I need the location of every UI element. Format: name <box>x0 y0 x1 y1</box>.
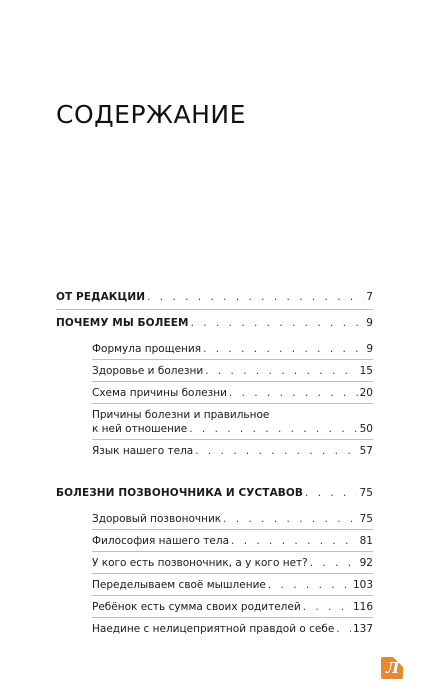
toc-entry[interactable] <box>92 422 373 436</box>
toc-page-number: 81 <box>359 535 373 547</box>
divider <box>92 529 373 530</box>
toc-page-number: 137 <box>352 623 373 635</box>
toc-page-number: 75 <box>359 487 373 499</box>
toc-page-number: 75 <box>359 513 373 525</box>
toc-leader-dots <box>231 534 358 548</box>
toc-leader-dots <box>223 512 357 526</box>
toc-section-label: БОЛЕЗНИ ПОЗВОНОЧНИКА И СУСТАВОВ <box>56 487 304 499</box>
toc-leader-dots <box>303 600 351 614</box>
toc-entry-label: к ней отношение <box>92 423 188 435</box>
toc-leader-dots <box>305 486 357 500</box>
divider <box>92 439 373 440</box>
toc-entry-label: Переделываем своё мышление <box>92 579 266 591</box>
toc-page-number: 57 <box>359 445 373 457</box>
toc-leader-dots <box>189 422 357 436</box>
toc-section-label: ОТ РЕДАКЦИИ <box>56 291 146 303</box>
divider <box>92 381 373 382</box>
divider <box>92 551 373 552</box>
toc-leader-dots <box>205 364 357 378</box>
toc-section-editorial[interactable] <box>56 290 373 304</box>
toc-page-number: 9 <box>366 343 373 355</box>
toc-section-spine-and-joints[interactable] <box>56 486 373 500</box>
toc-page-number: 50 <box>359 423 373 435</box>
toc-leader-dots <box>191 316 365 330</box>
toc-page-number: 103 <box>352 579 373 591</box>
toc-entry-label: У кого есть позвоночник, а у кого нет? <box>92 557 308 569</box>
toc-page-number: 92 <box>359 557 373 569</box>
toc-entry-label: Философия нашего тела <box>92 535 230 547</box>
toc-page-number: 15 <box>359 365 373 377</box>
toc-page-number: 9 <box>366 317 373 329</box>
toc-leader-dots <box>203 342 364 356</box>
toc-entry[interactable] <box>92 342 373 356</box>
toc-entry-label: Схема причины болезни <box>92 387 227 399</box>
page-heading: СОДЕРЖАНИЕ <box>56 100 246 129</box>
toc-entry[interactable] <box>92 622 373 636</box>
toc-entry-label: Ребёнок есть сумма своих родителей <box>92 601 301 613</box>
toc-entry[interactable] <box>92 386 373 400</box>
toc-entry-label: Здоровый позвоночник <box>92 513 222 525</box>
toc-entry-label: Наедине с нелицеприятной правдой о себе <box>92 623 335 635</box>
divider <box>92 573 373 574</box>
toc-entry[interactable] <box>92 600 373 614</box>
toc-section-why-we-get-sick[interactable] <box>56 316 373 330</box>
publisher-logo-letter: Л <box>386 659 400 677</box>
toc-entry[interactable] <box>92 556 373 570</box>
toc-page-number: 116 <box>352 601 373 613</box>
toc-leader-dots <box>336 622 351 636</box>
divider <box>56 309 373 310</box>
toc-entry-label: Язык нашего тела <box>92 445 194 457</box>
divider <box>92 359 373 360</box>
toc-section-label: ПОЧЕМУ МЫ БОЛЕЕМ <box>56 317 189 329</box>
toc-entry[interactable] <box>92 444 373 458</box>
toc-entry[interactable] <box>92 364 373 378</box>
toc-leader-dots <box>229 386 358 400</box>
toc-entry[interactable] <box>92 512 373 526</box>
toc-leader-dots <box>268 578 351 592</box>
divider <box>92 403 373 404</box>
toc-leader-dots <box>310 556 358 570</box>
toc-leader-dots <box>147 290 364 304</box>
divider <box>92 617 373 618</box>
divider <box>92 595 373 596</box>
toc-page-number: 20 <box>359 387 373 399</box>
publisher-logo <box>381 657 403 679</box>
toc-page-number: 7 <box>366 291 373 303</box>
toc-entry-label: Здоровье и болезни <box>92 365 204 377</box>
toc-entry-label: Формула прощения <box>92 343 202 355</box>
toc-entry[interactable] <box>92 578 373 592</box>
toc-leader-dots <box>195 444 357 458</box>
toc-entry[interactable] <box>92 534 373 548</box>
toc-entry-label-line1: Причины болезни и правильное <box>92 409 270 421</box>
